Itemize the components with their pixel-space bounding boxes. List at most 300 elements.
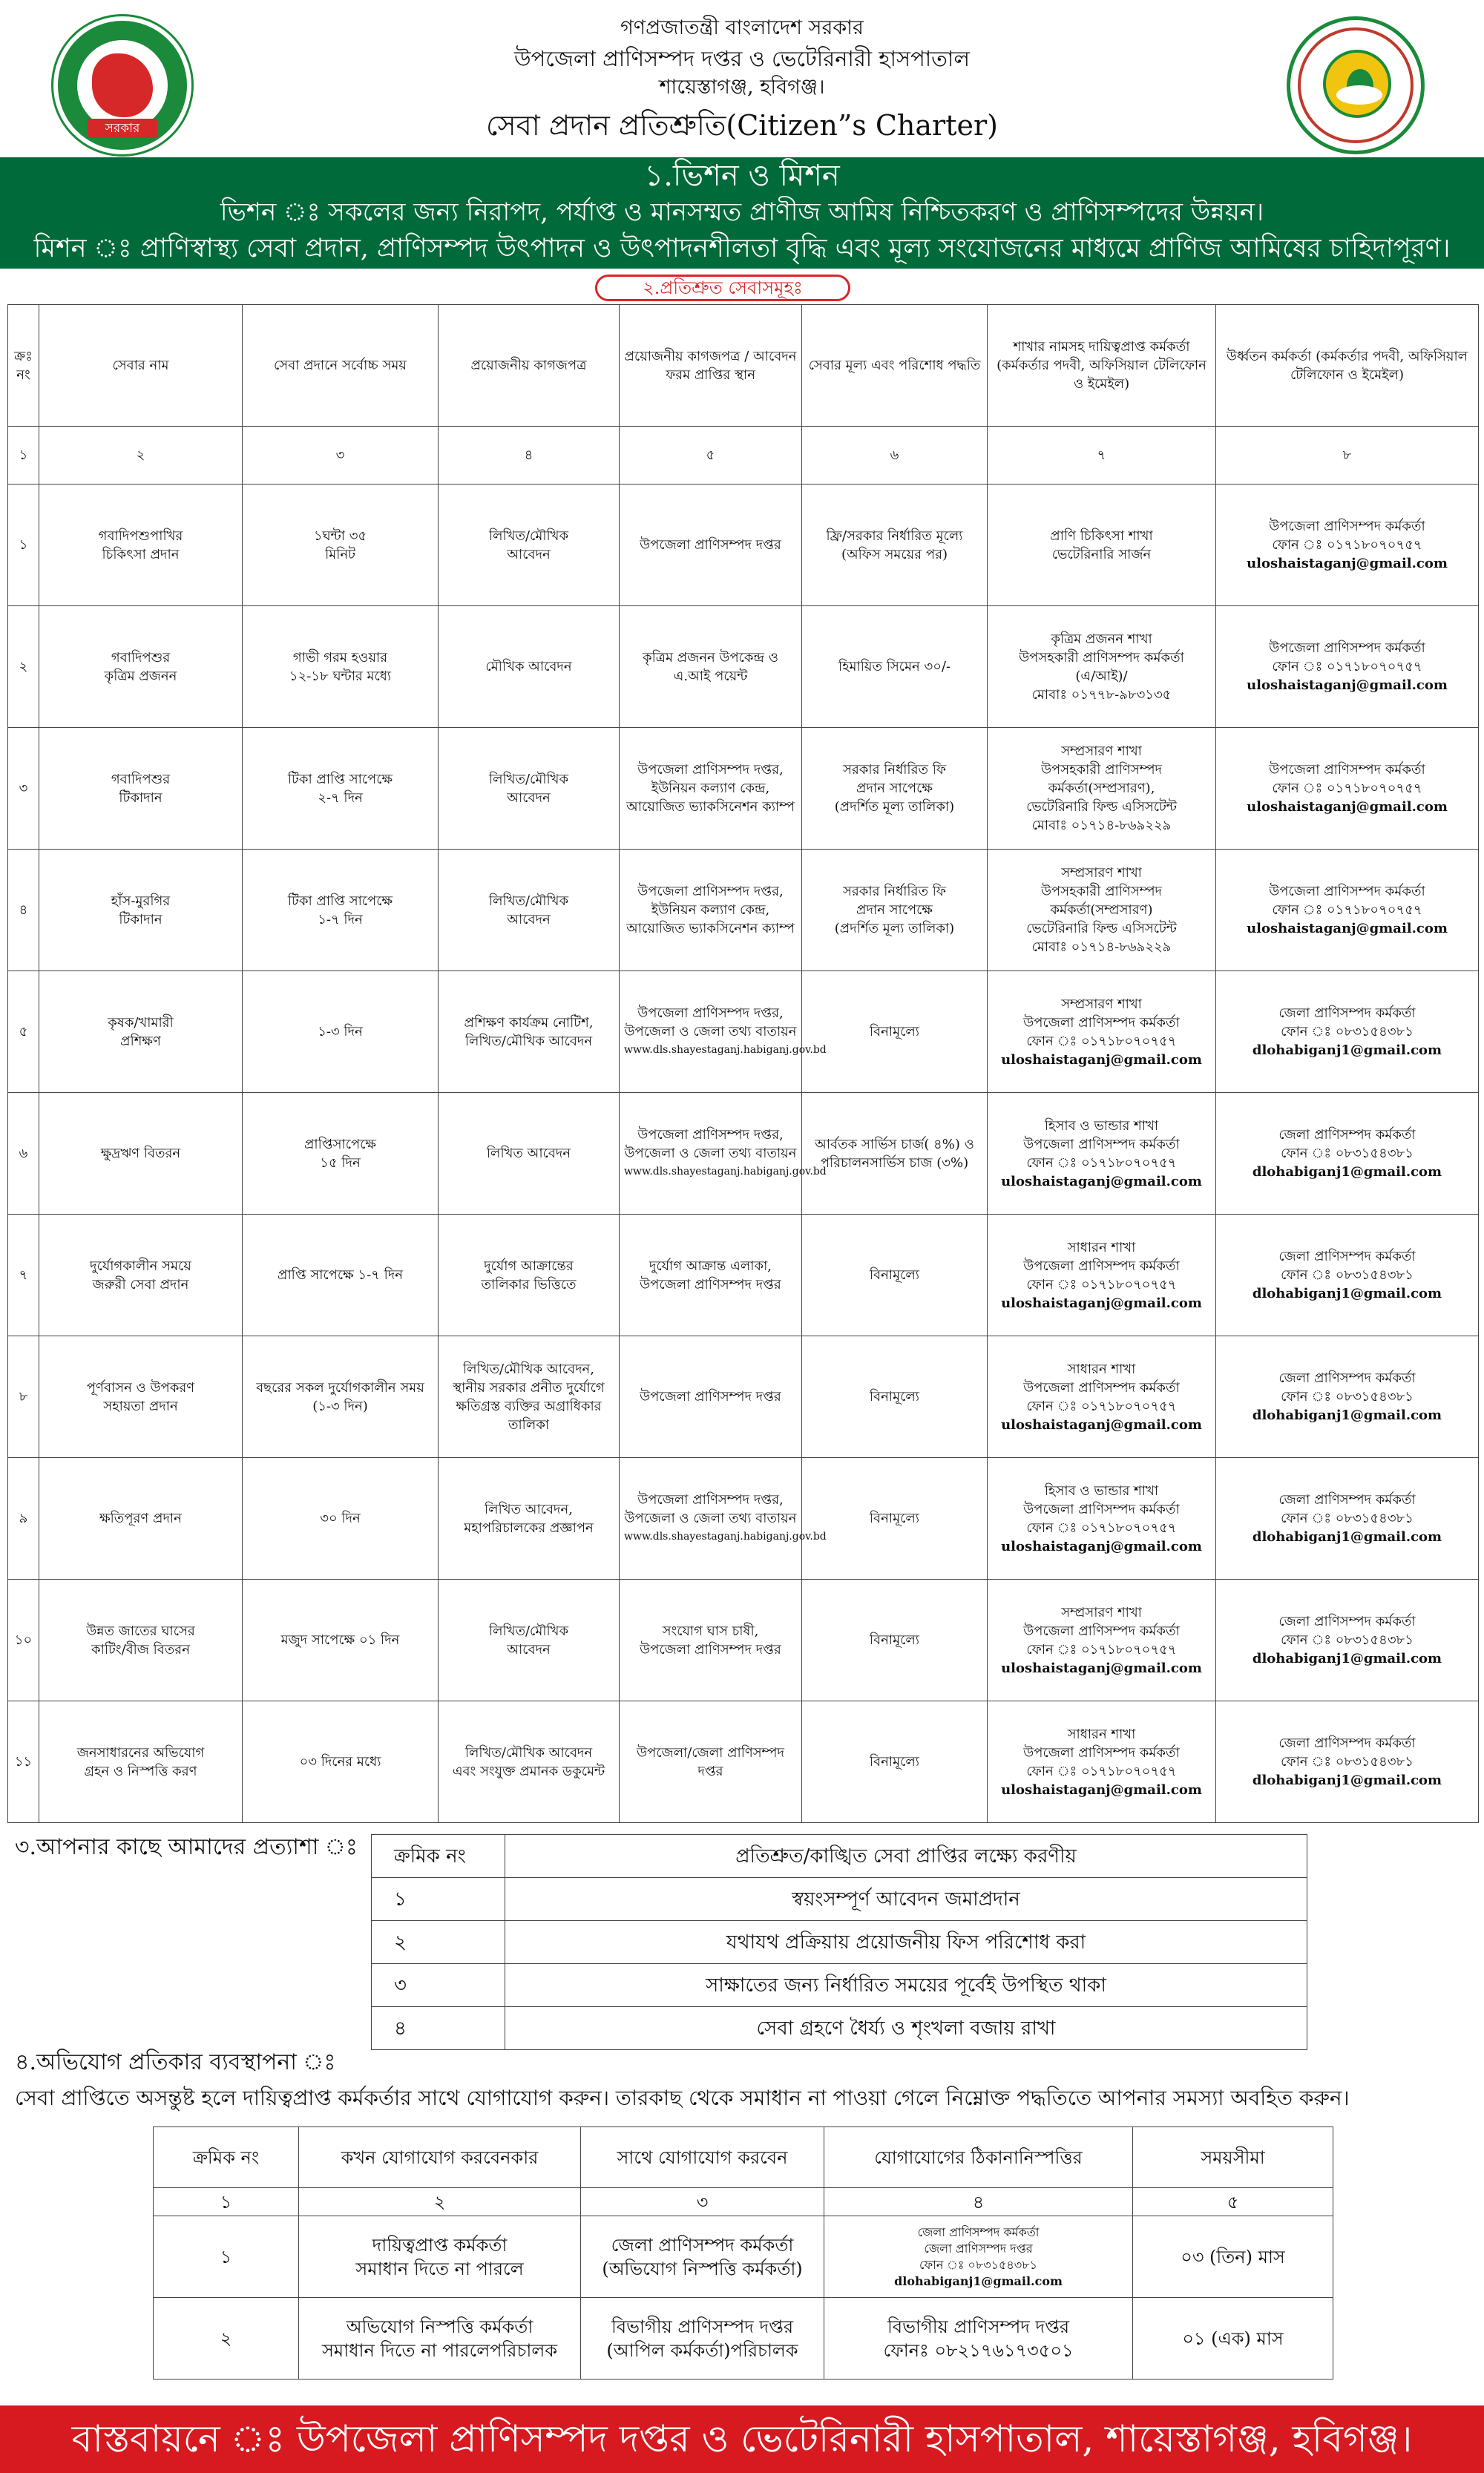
max-time-cell-line: মিনিট bbox=[325, 546, 355, 562]
form-place-cell-line: উপজেলা ও জেলা তথ্য বাতায়ন bbox=[624, 1511, 797, 1526]
max-time-cell-line: গাভী গরম হওয়ার bbox=[292, 649, 388, 666]
price-method-cell-line: (প্রদর্শিত মূল্য তালিকা) bbox=[834, 921, 955, 936]
service-name-cell bbox=[39, 1215, 243, 1336]
services-header-cell: শাখার নামসহ দায়িত্বপ্রাপ্ত কর্মকর্তা (কর্মকর্তার পদবী, অফিসিয়াল টেলিফোন ও ইমেইল) bbox=[988, 305, 1216, 427]
form-place-cell-line: উপজেলা/জেলা প্রাণিসম্পদ দপ্তর bbox=[637, 1744, 784, 1779]
price-method-cell bbox=[802, 850, 988, 971]
column-number-cell: ২ bbox=[299, 2188, 581, 2216]
max-time-cell-line: ০৩ দিনের মধ্যে bbox=[299, 1754, 381, 1770]
form-place-cell bbox=[620, 1701, 802, 1823]
price-method-cell-line: বিনামূল্যে bbox=[870, 1754, 919, 1770]
required-docs-cell-line: আবেদন bbox=[507, 911, 551, 927]
required-docs-cell-line: প্রশিক্ষণ কার্যক্রম নোটিশ, bbox=[464, 1014, 594, 1031]
column-number-cell: ৭ bbox=[988, 427, 1216, 485]
responsible-officer-cell-line: উপজেলা প্রাণিসম্পদ কর্মকর্তা bbox=[1023, 1501, 1180, 1517]
max-time-cell-line: টিকা প্রাপ্তি সাপেক্ষে bbox=[287, 771, 393, 787]
form-place-cell-line: উপজেলা প্রাণিসম্পদ দপ্তর bbox=[640, 537, 781, 553]
column-number-cell: ৩ bbox=[581, 2188, 824, 2216]
required-docs-cell-line: ক্ষতিগ্রস্ত ব্যক্তির অগ্রাধিকার bbox=[456, 1398, 602, 1414]
service-name-cell-line: প্রশিক্ষণ bbox=[120, 1033, 161, 1049]
responsible-officer-cell-line: উপজেলা প্রাণিসম্পদ কর্মকর্তা bbox=[1023, 1014, 1180, 1031]
form-place-cell bbox=[620, 1458, 827, 1580]
senior-officer-cell-line: ফোন ঃ ০১৭১৮০৭০৭৫৭ bbox=[1272, 537, 1422, 553]
column-number-cell: ৫ bbox=[620, 427, 802, 485]
column-number-cell: ৮ bbox=[1216, 427, 1479, 485]
grievance-table bbox=[153, 2126, 1333, 2380]
required-docs-cell bbox=[439, 1093, 620, 1215]
form-place-cell-line: আয়োজিত ভ্যাকসিনেশন ক্যাম্প bbox=[626, 921, 795, 936]
responsible-officer-cell-line: ফোন ঃ ০১৭১৮০৭০৭৫৭ bbox=[1026, 1763, 1177, 1779]
service-name-cell-line: জনসাধারনের অভিযোগ bbox=[76, 1744, 205, 1761]
services-section-label: ২.প্রতিশ্রুত সেবাসমূহঃ bbox=[595, 275, 850, 301]
responsible-officer-cell-line: উপজেলা প্রাণিসম্পদ কর্মকর্তা bbox=[1023, 1258, 1180, 1274]
max-time-cell-line: ১২-১৮ ঘন্টার মধ্যে bbox=[289, 668, 392, 684]
max-time-cell bbox=[243, 1215, 439, 1336]
responsible-officer-cell bbox=[988, 1458, 1216, 1580]
senior-officer-cell-line: জেলা প্রাণিসম্পদ কর্মকর্তা bbox=[1278, 1249, 1416, 1264]
website-link: www.dls.shayestaganj.habiganj.gov.bd bbox=[624, 1166, 827, 1178]
senior-email: uloshaistaganj@gmail.com bbox=[1247, 921, 1448, 936]
responsible-officer-cell-line: সম্প্রসারণ শাখা bbox=[1061, 1604, 1142, 1620]
form-place-cell bbox=[620, 1093, 827, 1215]
responsible-officer-cell-line: সম্প্রসারণ শাখা bbox=[1061, 865, 1142, 881]
responsible-officer-cell bbox=[988, 1701, 1216, 1823]
contact-address-cell-line: জেলা প্রাণিসম্পদ দপ্তর bbox=[924, 2241, 1033, 2256]
table-row bbox=[8, 1580, 1479, 1701]
price-method-cell-line: বিনামূল্যে bbox=[870, 1511, 919, 1526]
contact-address-cell-line: বিভাগীয় প্রাণিসম্পদ দপ্তর bbox=[887, 2316, 1070, 2337]
page-header bbox=[0, 0, 1484, 157]
responsible-officer-cell-line: উপজেলা প্রাণিসম্পদ কর্মকর্তা bbox=[1023, 1744, 1180, 1761]
contact-address-cell bbox=[824, 2298, 1133, 2380]
responsible-officer-cell-line: (এ/আই)/ bbox=[1075, 668, 1128, 684]
service-name-cell bbox=[39, 606, 243, 728]
price-method-cell-line: ফ্রি/সরকার নির্ধারিত মূল্যে bbox=[826, 528, 963, 544]
expectations-header-cell: ক্রমিক নং bbox=[372, 1835, 505, 1878]
senior-officer-cell bbox=[1216, 850, 1479, 971]
max-time-cell-line: প্রাপ্তি সাপেক্ষে ১-৭ দিন bbox=[278, 1267, 403, 1283]
service-name-cell-line: ক্ষুদ্রঋণ বিতরন bbox=[100, 1146, 181, 1161]
services-header-cell: উর্ধ্বতন কর্মকর্তা (কর্মকর্তার পদবী, অফিসিয়াল টেলিফোন ও ইমেইল) bbox=[1216, 305, 1479, 427]
price-method-cell bbox=[802, 1093, 988, 1215]
required-docs-cell-line: দুর্যোগ আক্রান্তের bbox=[484, 1258, 574, 1274]
max-time-cell-line: ১৫ দিন bbox=[320, 1155, 361, 1171]
responsible-officer-cell-line: সম্প্রসারণ শাখা bbox=[1061, 996, 1142, 1012]
max-time-cell-line: ১-৩ দিন bbox=[318, 1024, 363, 1040]
when-contact-cell-line: সমাধান দিতে না পারলে bbox=[355, 2258, 524, 2279]
required-docs-cell-line: লিখিত আবেদন, bbox=[485, 1501, 573, 1517]
whom-contact-cell bbox=[581, 2298, 824, 2380]
form-place-cell bbox=[620, 485, 802, 606]
table-row bbox=[8, 971, 1479, 1093]
price-method-cell bbox=[802, 971, 988, 1093]
services-table bbox=[7, 304, 1479, 1823]
form-place-cell-line: উপজেলা ও জেলা তথ্য বাতায়ন bbox=[624, 1024, 797, 1040]
responsible-officer-cell bbox=[988, 606, 1216, 728]
contact-address-cell-line: ফোন ঃ ০৮৩১৫৪৩৮১ bbox=[919, 2257, 1037, 2272]
table-row bbox=[8, 1215, 1479, 1336]
form-place-cell bbox=[620, 728, 802, 850]
senior-officer-cell bbox=[1216, 485, 1479, 606]
form-place-cell-line: কৃত্রিম প্রজনন উপকেন্দ্র ও bbox=[642, 649, 779, 666]
responsible-officer-cell-line: সম্প্রসারণ শাখা bbox=[1061, 743, 1142, 759]
responsible-officer-cell-line: সাধারন শাখা bbox=[1067, 1726, 1136, 1742]
responsible-officer-cell-line: উপজেলা প্রাণিসম্পদ কর্মকর্তা bbox=[1023, 1623, 1180, 1639]
price-method-cell-line: (অফিস সময়ের পর) bbox=[841, 546, 948, 562]
senior-officer-cell bbox=[1216, 1701, 1479, 1823]
senior-email: dlohabiganj1@gmail.com bbox=[1252, 1164, 1442, 1180]
form-place-cell-line: উপজেলা ও জেলা তথ্য বাতায়ন bbox=[624, 1146, 797, 1161]
service-name-cell bbox=[39, 1336, 243, 1458]
required-docs-cell-line: লিখিত আবেদন bbox=[486, 1146, 571, 1161]
services-header-cell: সেবার নাম bbox=[39, 305, 243, 427]
required-docs-cell-line: স্থানীয় সরকার প্রনীত দুর্যোগে bbox=[453, 1379, 605, 1396]
senior-officer-cell bbox=[1216, 1215, 1479, 1336]
required-docs-cell-line: তালিকা bbox=[508, 1416, 550, 1433]
required-docs-cell-line: তালিকার ভিত্তিতে bbox=[481, 1276, 577, 1293]
mission-text: মিশন ঃ প্রাণিস্বাস্থ্য সেবা প্রদান, প্রাণিসম্পদ উৎপাদন ও উৎপাদনশীলতা বৃদ্ধি এবং মূল্য সংযোজনের মাধ্যমে প্রাণিজ আমিষের চাহিদাপূরণ। bbox=[33, 234, 1451, 263]
service-name-cell-line: দুর্যোগকালীন সময়ে bbox=[90, 1258, 191, 1274]
required-docs-cell-line: লিখিত/মৌখিক আবেদন bbox=[464, 1744, 593, 1761]
officer-email: uloshaistaganj@gmail.com bbox=[1001, 1660, 1202, 1676]
vision-text: ভিশন ঃ সকলের জন্য নিরাপদ, পর্যাপ্ত ও মানসম্মত প্রাণীজ আমিষ নিশ্চিতকরণ ও প্রাণিসম্পদের উন্নয়ন। bbox=[220, 197, 1264, 227]
required-docs-cell bbox=[439, 728, 620, 850]
responsible-officer-cell-line: উপসহকারী প্রাণিসম্পদ কর্মকর্তা(সম্প্রসারণ), bbox=[1040, 762, 1163, 796]
form-place-cell bbox=[620, 850, 802, 971]
serial-cell: ১০ bbox=[8, 1580, 39, 1701]
max-time-cell bbox=[243, 850, 439, 971]
time-limit-cell: ০১ (এক) মাস bbox=[1133, 2298, 1333, 2380]
serial-cell: ৭ bbox=[8, 1215, 39, 1336]
serial-cell: ২ bbox=[8, 606, 39, 728]
office-location: শায়েস্তাগঞ্জ, হবিগঞ্জ। bbox=[659, 76, 825, 99]
services-header-cell: প্রয়োজনীয় কাগজপত্র / আবেদন ফরম প্রাপ্তির স্থান bbox=[620, 305, 802, 427]
table-row bbox=[8, 1093, 1479, 1215]
expectation-serial-cell: ২ bbox=[372, 1921, 505, 1964]
service-name-cell bbox=[39, 1093, 243, 1215]
required-docs-cell bbox=[439, 1215, 620, 1336]
price-method-cell-line: বিনামূল্যে bbox=[870, 1267, 919, 1283]
price-method-cell-line: (প্রদর্শিত মূল্য তালিকা) bbox=[834, 799, 955, 815]
required-docs-cell bbox=[439, 971, 620, 1093]
service-name-cell bbox=[39, 1701, 243, 1823]
required-docs-cell bbox=[439, 1580, 620, 1701]
bird-icon bbox=[1336, 85, 1382, 105]
grievance-serial-cell: ১ bbox=[154, 2216, 299, 2298]
required-docs-cell-line: আবেদন bbox=[507, 1641, 551, 1658]
max-time-cell-line: প্রাপ্তিসাপেক্ষে bbox=[304, 1136, 376, 1152]
expectation-text-cell: সাক্ষাতের জন্য নির্ধারিত সময়ের পূর্বেই উপস্থিত থাকা bbox=[505, 1964, 1307, 2007]
price-method-cell-line: প্রদান সাপেক্ষে bbox=[856, 781, 933, 796]
page-title: সেবা প্রদান প্রতিশ্রুতি(Citizen”s Charter) bbox=[486, 109, 998, 142]
max-time-cell bbox=[243, 971, 439, 1093]
responsible-officer-cell-line: ভেটেরিনারি ফিল্ড এসিসটেন্ট bbox=[1026, 799, 1177, 815]
required-docs-cell bbox=[439, 850, 620, 971]
senior-officer-cell bbox=[1216, 1336, 1479, 1458]
service-name-cell bbox=[39, 971, 243, 1093]
expectation-text-cell: সেবা গ্রহণে ধৈর্য্য ও শৃংখলা বজায় রাখা bbox=[505, 2007, 1307, 2050]
logo-core bbox=[1323, 50, 1391, 118]
grievance-header-cell: ক্রমিক নং bbox=[154, 2127, 299, 2188]
government-name: গণপ্রজাতন্ত্রী বাংলাদেশ সরকার bbox=[620, 16, 864, 39]
form-place-cell-line: সংযোগ ঘাস চাষী, bbox=[662, 1623, 759, 1639]
required-docs-cell-line: লিখিত/মৌখিক bbox=[488, 1623, 569, 1639]
price-method-cell bbox=[802, 1215, 988, 1336]
service-name-cell-line: ক্ষতিপূরণ প্রদান bbox=[99, 1511, 182, 1526]
grievance-header-cell: কখন যোগাযোগ করবেনকার bbox=[299, 2127, 581, 2188]
price-method-cell-line: আর্বতক সার্ভিস চার্জ( ৪%) ও bbox=[815, 1136, 974, 1152]
senior-officer-cell-line: জেলা প্রাণিসম্পদ কর্মকর্তা bbox=[1278, 1614, 1416, 1629]
price-method-cell bbox=[802, 728, 988, 850]
expectations-header-row bbox=[372, 1835, 1307, 1878]
website-link: www.dls.shayestaganj.habiganj.gov.bd bbox=[624, 1044, 827, 1056]
senior-email: uloshaistaganj@gmail.com bbox=[1247, 556, 1448, 571]
required-docs-cell-line: মৌখিক আবেদন bbox=[485, 659, 572, 674]
price-method-cell bbox=[802, 1701, 988, 1823]
responsible-officer-cell bbox=[988, 485, 1216, 606]
grievance-text: সেবা প্রাপ্তিতে অসন্তুষ্ট হলে দায়িত্বপ্রাপ্ত কর্মকর্তার সাথে যোগাযোগ করুন। তারকাছ থেকে সমাধান না পাওয়া গেলে নিম্নোক্ত পদ্ধতিতে আপনার সমস্যা অবহিত করুন। bbox=[15, 2086, 1350, 2110]
required-docs-cell-line: লিখিত/মৌখিক আবেদন bbox=[464, 1033, 593, 1049]
senior-officer-cell-line: ফোন ঃ ০৮৩১৫৪৩৮১ bbox=[1281, 1146, 1414, 1161]
required-docs-cell-line: এবং সংযুক্ত প্রমানক ডকুমেন্ট bbox=[452, 1763, 605, 1779]
max-time-cell bbox=[243, 1093, 439, 1215]
services-header-row bbox=[8, 305, 1479, 427]
senior-officer-cell bbox=[1216, 1458, 1479, 1580]
grievance-column-number-row bbox=[154, 2188, 1333, 2216]
form-place-cell bbox=[620, 1580, 802, 1701]
responsible-officer-cell-line: মোবাঃ ০১৭১৪-৮৬৯২২৯ bbox=[1031, 818, 1172, 833]
service-name-cell-line: পূর্ণবাসন ও উপকরণ bbox=[86, 1379, 195, 1396]
form-place-cell-line: উপজেলা প্রাণিসম্পদ দপ্তর bbox=[640, 1641, 781, 1658]
senior-officer-cell-line: ফোন ঃ ০১৭১৮০৭০৭৫৭ bbox=[1272, 781, 1422, 796]
senior-officer-cell-line: ফোন ঃ ০৮৩১৫৪৩৮১ bbox=[1281, 1632, 1414, 1648]
grievance-title: ৪.অভিযোগ প্রতিকার ব্যবস্থাপনা ঃ bbox=[15, 2049, 336, 2075]
service-name-cell-line: কৃষক/খামারী bbox=[108, 1014, 174, 1031]
expectations-title: ৩.আপনার কাছে আমাদের প্রত্যাশা ঃ bbox=[15, 1834, 358, 1860]
services-header-cell: ক্রঃ নং bbox=[8, 305, 39, 427]
form-place-cell-line: উপজেলা প্রাণিসম্পদ দপ্তর bbox=[640, 1276, 781, 1293]
responsible-officer-cell-line: ফোন ঃ ০১৭১৮০৭০৭৫৭ bbox=[1026, 1276, 1177, 1293]
service-name-cell bbox=[39, 485, 243, 606]
serial-cell: ৯ bbox=[8, 1458, 39, 1580]
dls-logo bbox=[1287, 16, 1425, 154]
price-method-cell-line: সরকার নির্ধারিত ফি bbox=[842, 884, 946, 899]
whom-contact-cell-line: (অভিযোগ নিস্পত্তি কর্মকর্তা) bbox=[602, 2258, 803, 2279]
expectation-serial-cell: ১ bbox=[372, 1878, 505, 1921]
table-row bbox=[372, 1964, 1307, 2007]
grievance-serial-cell: ২ bbox=[154, 2298, 299, 2380]
service-name-cell-line: গবাদিপশুর bbox=[111, 771, 171, 787]
required-docs-cell-line: লিখিত/মৌখিক bbox=[488, 771, 569, 787]
service-name-cell-line: কৃত্রিম প্রজনন bbox=[104, 668, 177, 684]
responsible-officer-cell-line: উপসহকারী প্রাণিসম্পদ কর্মকর্তা bbox=[1019, 649, 1184, 666]
responsible-officer-cell-line: মোবাঃ ০১৭৭৮-৯৮৩১৩৫ bbox=[1031, 686, 1172, 703]
senior-email: dlohabiganj1@gmail.com bbox=[1252, 1529, 1442, 1545]
senior-email: uloshaistaganj@gmail.com bbox=[1247, 677, 1448, 693]
max-time-cell bbox=[243, 606, 439, 728]
senior-officer-cell-line: ফোন ঃ ০৮৩১৫৪৩৮১ bbox=[1281, 1511, 1414, 1526]
price-method-cell-line: সরকার নির্ধারিত ফি bbox=[842, 762, 946, 778]
service-name-cell bbox=[39, 1458, 243, 1580]
officer-email: uloshaistaganj@gmail.com bbox=[1001, 1781, 1202, 1798]
contact-email: dlohabiganj1@gmail.com bbox=[894, 2273, 1063, 2288]
service-name-cell-line: সহায়তা প্রদান bbox=[103, 1398, 178, 1414]
required-docs-cell bbox=[439, 1701, 620, 1823]
when-contact-cell-line: সমাধান দিতে না পারলেপরিচালক bbox=[321, 2339, 558, 2361]
senior-officer-cell-line: উপজেলা প্রাণিসম্পদ কর্মকর্তা bbox=[1269, 519, 1425, 534]
form-place-cell bbox=[620, 1215, 802, 1336]
column-number-cell: ৪ bbox=[824, 2188, 1133, 2216]
responsible-officer-cell-line: ফোন ঃ ০১৭১৮০৭০৭৫৭ bbox=[1026, 1520, 1177, 1536]
service-name-cell-line: টিকাদান bbox=[119, 911, 162, 927]
office-name: উপজেলা প্রাণিসম্পদ দপ্তর ও ভেটেরিনারী হাসপাতাল bbox=[514, 46, 970, 71]
table-row bbox=[372, 1921, 1307, 1964]
table-row bbox=[154, 2298, 1333, 2380]
form-place-cell-line: দুর্যোগ আক্রান্ত এলাকা, bbox=[649, 1258, 772, 1274]
senior-officer-cell bbox=[1216, 1580, 1479, 1701]
form-place-cell-line: উপজেলা প্রাণিসম্পদ দপ্তর bbox=[640, 1389, 781, 1405]
serial-cell: ৬ bbox=[8, 1093, 39, 1215]
max-time-cell-line: মজুদ সাপেক্ষে ০১ দিন bbox=[280, 1632, 400, 1648]
form-place-cell bbox=[620, 606, 802, 728]
services-header-cell: সেবার মূল্য এবং পরিশোধ পদ্ধতি bbox=[802, 305, 988, 427]
responsible-officer-cell bbox=[988, 1580, 1216, 1701]
price-method-cell bbox=[802, 485, 988, 606]
table-row bbox=[8, 485, 1479, 606]
service-name-cell bbox=[39, 1580, 243, 1701]
price-method-cell-line: বিনামূল্যে bbox=[870, 1632, 919, 1648]
service-name-cell-line: জরুরী সেবা প্রদান bbox=[92, 1276, 189, 1293]
senior-email: uloshaistaganj@gmail.com bbox=[1247, 799, 1448, 815]
senior-officer-cell bbox=[1216, 971, 1479, 1093]
senior-officer-cell-line: জেলা প্রাণিসম্পদ কর্মকর্তা bbox=[1278, 1127, 1416, 1143]
required-docs-cell-line: আবেদন bbox=[507, 789, 551, 806]
expectation-text-cell: স্বয়ংসম্পূর্ণ আবেদন জমাপ্রদান bbox=[505, 1878, 1307, 1921]
price-method-cell bbox=[802, 1336, 988, 1458]
grievance-header-cell: যোগাযোগের ঠিকানানিস্পত্তির bbox=[824, 2127, 1133, 2188]
max-time-cell-line: বছরের সকল দুর্যোগকালীন সময় bbox=[256, 1379, 424, 1396]
price-method-cell-line: হিমায়িত সিমেন ৩০/- bbox=[838, 659, 951, 674]
required-docs-cell bbox=[439, 1458, 620, 1580]
price-method-cell-line: পরিচালনসার্ভিস চাজ (৩%) bbox=[820, 1155, 969, 1171]
max-time-cell bbox=[243, 1580, 439, 1701]
senior-email: dlohabiganj1@gmail.com bbox=[1252, 1042, 1442, 1058]
responsible-officer-cell bbox=[988, 1336, 1216, 1458]
form-place-cell-line: ইউনিয়ন কল্যাণ কেন্দ্র, bbox=[651, 902, 770, 918]
services-column-number-row bbox=[8, 427, 1479, 485]
responsible-officer-cell-line: হিসাব ও ভান্ডার শাখা bbox=[1044, 1117, 1159, 1134]
expectations-table bbox=[371, 1834, 1307, 2050]
serial-cell: ৮ bbox=[8, 1336, 39, 1458]
price-method-cell bbox=[802, 1580, 988, 1701]
senior-officer-cell-line: ফোন ঃ ০৮৩১৫৪৩৮১ bbox=[1281, 1267, 1414, 1283]
when-contact-cell bbox=[299, 2298, 581, 2380]
max-time-cell bbox=[243, 728, 439, 850]
expectations-header-cell: প্রতিশ্রুত/কাঙ্খিত সেবা প্রাপ্তির লক্ষ্যে করণীয় bbox=[505, 1835, 1307, 1878]
form-place-cell-line: এ.আই পয়েন্ট bbox=[673, 668, 748, 684]
senior-officer-cell-line: ফোন ঃ ০১৭১৮০৭০৭৫৭ bbox=[1272, 902, 1422, 918]
serial-cell: ৫ bbox=[8, 971, 39, 1093]
service-name-cell bbox=[39, 850, 243, 971]
table-row bbox=[8, 1701, 1479, 1823]
senior-officer-cell-line: জেলা প্রাণিসম্পদ কর্মকর্তা bbox=[1278, 1005, 1416, 1021]
max-time-cell-line: ১-৭ দিন bbox=[318, 911, 363, 927]
grievance-header-cell: সময়সীমা bbox=[1133, 2127, 1333, 2188]
service-name-cell bbox=[39, 728, 243, 850]
senior-officer-cell bbox=[1216, 728, 1479, 850]
whom-contact-cell bbox=[581, 2216, 824, 2298]
officer-email: uloshaistaganj@gmail.com bbox=[1001, 1416, 1202, 1433]
senior-email: dlohabiganj1@gmail.com bbox=[1252, 1773, 1442, 1788]
when-contact-cell-line: অভিযোগ নিস্পত্তি কর্মকর্তা bbox=[346, 2316, 533, 2337]
responsible-officer-cell-line: প্রাণি চিকিৎসা শাখা bbox=[1050, 528, 1153, 544]
services-header-cell: সেবা প্রদানে সর্বোচ্চ সময় bbox=[243, 305, 439, 427]
contact-address-cell-line: জেলা প্রাণিসম্পদ কর্মকর্তা bbox=[917, 2224, 1040, 2239]
price-method-cell bbox=[802, 1458, 988, 1580]
responsible-officer-cell-line: ফোন ঃ ০১৭১৮০৭০৭৫৭ bbox=[1026, 1033, 1177, 1049]
responsible-officer-cell-line: সাধারন শাখা bbox=[1067, 1361, 1136, 1377]
service-name-cell-line: গবাদিপশুর bbox=[111, 649, 171, 666]
table-row bbox=[8, 606, 1479, 728]
table-row bbox=[372, 2007, 1307, 2050]
form-place-cell-line: উপজেলা প্রাণিসম্পদ দপ্তর, bbox=[637, 884, 784, 899]
time-limit-cell: ০৩ (তিন) মাস bbox=[1133, 2216, 1333, 2298]
whom-contact-cell-line: জেলা প্রাণিসম্পদ কর্মকর্তা bbox=[611, 2234, 794, 2256]
responsible-officer-cell-line: মোবাঃ ০১৭১৪-৮৬৯২২৯ bbox=[1031, 939, 1172, 955]
column-number-cell: ৫ bbox=[1133, 2188, 1333, 2216]
grievance-header-cell: সাথে যোগাযোগ করবেন bbox=[581, 2127, 824, 2188]
price-method-cell bbox=[802, 606, 988, 728]
responsible-officer-cell-line: ফোন ঃ ০১৭১৮০৭০৭৫৭ bbox=[1026, 1155, 1177, 1171]
table-row bbox=[8, 728, 1479, 850]
senior-email: dlohabiganj1@gmail.com bbox=[1252, 1286, 1442, 1301]
grievance-header-row bbox=[154, 2127, 1333, 2188]
responsible-officer-cell-line: ফোন ঃ ০১৭১৮০৭০৭৫৭ bbox=[1026, 1398, 1177, 1414]
responsible-officer-cell-line: উপজেলা প্রাণিসম্পদ কর্মকর্তা bbox=[1023, 1136, 1180, 1152]
form-place-cell bbox=[620, 971, 827, 1093]
max-time-cell bbox=[243, 485, 439, 606]
form-place-cell-line: ইউনিয়ন কল্যাণ কেন্দ্র, bbox=[651, 781, 770, 796]
table-row bbox=[8, 850, 1479, 971]
responsible-officer-cell-line: কৃত্রিম প্রজনন শাখা bbox=[1051, 631, 1152, 647]
form-place-cell bbox=[620, 1336, 802, 1458]
table-row bbox=[8, 1336, 1479, 1458]
officer-email: uloshaistaganj@gmail.com bbox=[1001, 1173, 1202, 1189]
responsible-officer-cell-line: ভেটেরিনারি সার্জন bbox=[1051, 546, 1152, 562]
responsible-officer-cell-line: ভেটেরিনারি ফিল্ড এসিসটেন্ট bbox=[1026, 921, 1177, 936]
serial-cell: ১ bbox=[8, 485, 39, 606]
max-time-cell-line: ৩০ দিন bbox=[320, 1511, 361, 1526]
price-method-cell-line: বিনামূল্যে bbox=[870, 1389, 919, 1405]
website-link: www.dls.shayestaganj.habiganj.gov.bd bbox=[624, 1531, 827, 1543]
senior-officer-cell-line: ফোন ঃ ০৮৩১৫৪৩৮১ bbox=[1281, 1024, 1414, 1040]
responsible-officer-cell bbox=[988, 728, 1216, 850]
expectation-serial-cell: ৩ bbox=[372, 1964, 505, 2007]
serial-cell: ৩ bbox=[8, 728, 39, 850]
expectation-text-cell: যথাযথ প্রক্রিয়ায় প্রয়োজনীয় ফিস পরিশোধ করা bbox=[505, 1921, 1307, 1964]
senior-email: dlohabiganj1@gmail.com bbox=[1252, 1651, 1442, 1666]
senior-officer-cell-line: ফোন ঃ ০৮৩১৫৪৩৮১ bbox=[1281, 1754, 1414, 1770]
expectation-serial-cell: ৪ bbox=[372, 2007, 505, 2050]
senior-officer-cell-line: উপজেলা প্রাণিসম্পদ কর্মকর্তা bbox=[1269, 884, 1425, 899]
max-time-cell-line: ১ঘন্টা ৩৫ bbox=[313, 528, 367, 544]
officer-email: uloshaistaganj@gmail.com bbox=[1001, 1051, 1202, 1068]
max-time-cell bbox=[243, 1458, 439, 1580]
serial-cell: ৪ bbox=[8, 850, 39, 971]
serial-cell: ১১ bbox=[8, 1701, 39, 1823]
price-method-cell-line: বিনামূল্যে bbox=[870, 1024, 919, 1040]
responsible-officer-cell bbox=[988, 850, 1216, 971]
